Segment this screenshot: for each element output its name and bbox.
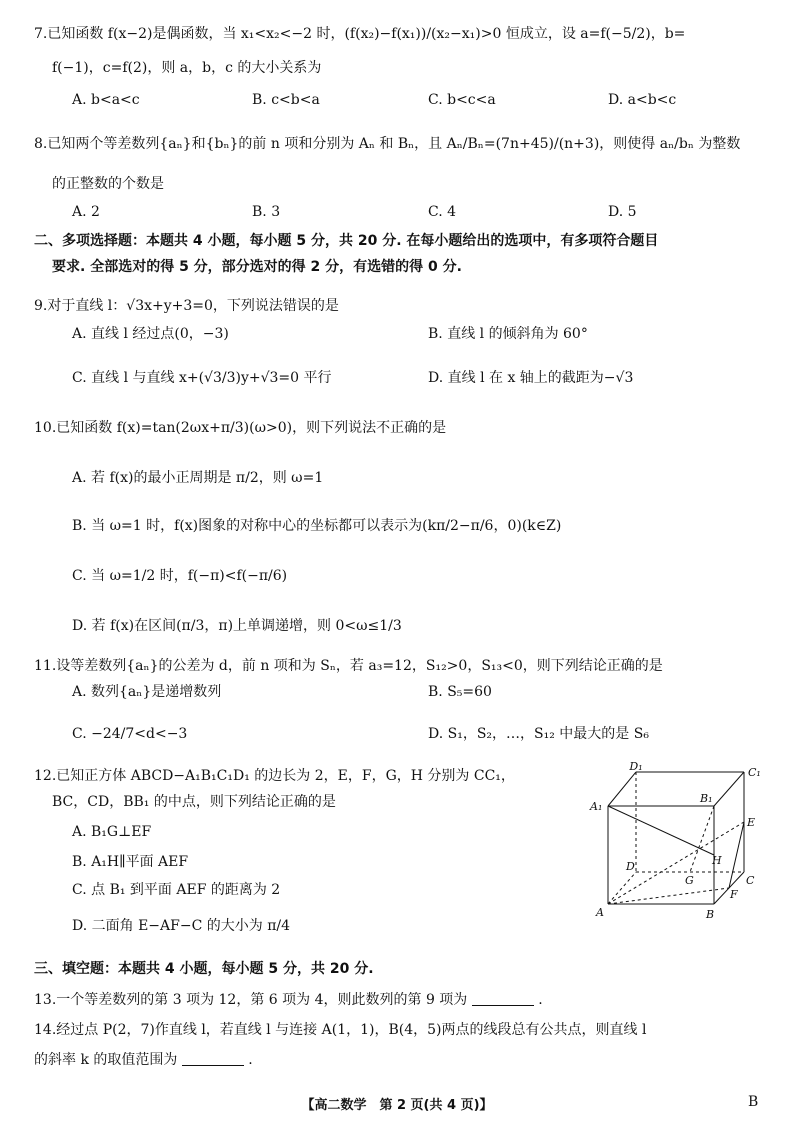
question-7-option-a: A. b<a<c — [72, 92, 140, 108]
question-9-option-c: C. 直线 l 与直线 x+(√3/3)y+√3=0 平行 — [72, 370, 332, 386]
question-11 — [34, 656, 764, 746]
label-c: C — [746, 874, 755, 887]
segment-b1-g-hidden — [690, 806, 714, 872]
question-12-option-d: D. 二面角 E−AF−C 的大小为 π/4 — [72, 918, 291, 934]
answer-blank-13[interactable] — [472, 991, 534, 1006]
question-12-stem: 12.已知正方体 ABCD−A₁B₁C₁D₁ 的边长为 2，E，F，G，H 分别为 CC₁， — [34, 768, 515, 784]
label-a: A — [596, 906, 604, 919]
question-9 — [34, 296, 764, 396]
question-7-stem-continued: f(−1)，c=f(2)，则 a，b，c 的大小关系为 — [52, 60, 322, 76]
label-e: E — [747, 816, 756, 829]
cube-figure — [588, 762, 768, 922]
question-13-stem: 13.一个等差数列的第 3 项为 12，第 6 项为 4，则此数列的第 9 项为 — [34, 992, 468, 1008]
question-11-option-d: D. S₁，S₂，…，S₁₂ 中最大的是 S₆ — [428, 726, 649, 742]
question-7 — [34, 24, 764, 116]
section-3-line-1: 三、填空题：本题共 4 小题，每小题 5 分，共 20 分. — [34, 961, 374, 977]
question-8 — [34, 134, 764, 224]
question-14-stem-continued: 的斜率 k 的取值范围为 — [34, 1052, 178, 1068]
edge-a-d-hidden — [608, 872, 636, 904]
question-8-option-c: C. 4 — [428, 204, 457, 220]
label-b: B — [706, 908, 715, 921]
label-b1: B₁ — [700, 792, 713, 805]
section-2-line-1: 二、多项选择题：本题共 4 小题，每小题 5 分，共 20 分. 在每小题给出的选项中，有多项符合题目 — [34, 233, 659, 249]
question-12-option-b: B. A₁H∥平面 AEF — [72, 854, 189, 870]
section-2-line-2: 要求. 全部选对的得 5 分，部分选对的得 2 分，有选错的得 0 分. — [52, 259, 462, 275]
question-12-stem-continued: BC，CD，BB₁ 的中点，则下列结论正确的是 — [52, 794, 336, 810]
question-14-line-2 — [34, 1050, 253, 1070]
question-8-option-a: A. 2 — [72, 204, 100, 220]
label-c1: C₁ — [748, 766, 761, 779]
question-11-option-a: A. 数列{aₙ}是递增数列 — [72, 684, 222, 700]
question-7-option-c: C. b<c<a — [428, 92, 496, 108]
segment-e-f — [729, 822, 744, 888]
question-8-stem-continued: 的正整数的个数是 — [52, 176, 164, 192]
question-10-option-c: C. 当 ω=1/2 时，f(−π)<f(−π/6) — [72, 568, 288, 584]
question-9-stem: 9.对于直线 l：√3x+y+3=0，下列说法错误的是 — [34, 298, 339, 314]
question-10-option-d: D. 若 f(x)在区间(π/3，π)上单调递增，则 0<ω≤1/3 — [72, 618, 402, 634]
question-10 — [34, 418, 764, 648]
question-8-option-b: B. 3 — [252, 204, 281, 220]
question-9-option-b: B. 直线 l 的倾斜角为 60° — [428, 326, 588, 342]
section-heading-fill-in — [34, 956, 764, 982]
label-a1: A₁ — [590, 800, 603, 813]
question-13 — [34, 990, 764, 1012]
question-13-period: . — [538, 992, 543, 1008]
segment-a1-h — [608, 806, 714, 855]
question-10-stem: 10.已知函数 f(x)=tan(2ωx+π/3)(ω>0)，则下列说法不正确的是 — [34, 420, 447, 436]
question-11-stem: 11.设等差数列{aₙ}的公差为 d，前 n 项和为 Sₙ，若 a₃=12，S₁₂>0，S₁₃<0，则下列结论正确的是 — [34, 658, 663, 674]
question-8-option-d: D. 5 — [608, 204, 637, 220]
question-8-stem: 8.已知两个等差数列{aₙ}和{bₙ}的前 n 项和分别为 Aₙ 和 Bₙ，且 Aₙ/Bₙ=(7n+45)/(n+3)，则使得 aₙ/bₙ 为整数 — [34, 136, 741, 152]
paper-version: B — [748, 1094, 759, 1110]
question-7-option-b: B. c<b<a — [252, 92, 320, 108]
question-12-option-c: C. 点 B₁ 到平面 AEF 的距离为 2 — [72, 882, 281, 898]
label-g: G — [685, 874, 694, 887]
question-11-option-c: C. −24/7<d<−3 — [72, 726, 188, 742]
question-12-option-a: A. B₁G⊥EF — [72, 824, 152, 840]
edge-a1-d1 — [608, 772, 636, 806]
label-d1: D₁ — [629, 762, 643, 773]
label-h: H — [712, 854, 722, 867]
question-14 — [34, 1020, 764, 1076]
answer-blank-14[interactable] — [182, 1051, 244, 1066]
question-9-option-d: D. 直线 l 在 x 轴上的截距为−√3 — [428, 370, 634, 386]
segment-a-f-hidden — [608, 888, 729, 904]
question-13-line — [34, 990, 543, 1010]
question-10-option-a: A. 若 f(x)的最小正周期是 π/2，则 ω=1 — [72, 470, 324, 486]
section-heading-multiple-choice — [34, 228, 764, 280]
question-14-stem: 14.经过点 P(2，7)作直线 l，若直线 l 与连接 A(1，1)，B(4，5)两点的线段总有公共点，则直线 l — [34, 1022, 647, 1038]
page-footer: 【高二数学 第 2 页(共 4 页)】 — [301, 1098, 493, 1113]
question-14-period: . — [248, 1052, 253, 1068]
label-d: D — [626, 860, 635, 873]
question-7-option-d: D. a<b<c — [608, 92, 677, 108]
question-10-option-b: B. 当 ω=1 时，f(x)图象的对称中心的坐标都可以表示为(kπ/2−π/6，0)(k∈Z) — [72, 518, 562, 534]
question-9-option-a: A. 直线 l 经过点(0，−3) — [72, 326, 229, 342]
question-7-stem: 7.已知函数 f(x−2)是偶函数，当 x₁<x₂<−2 时，(f(x₂)−f(x₁))/(x₂−x₁)>0 恒成立，设 a=f(−5/2)，b= — [34, 26, 686, 42]
label-f: F — [730, 888, 738, 901]
edge-b1-c1 — [714, 772, 744, 806]
question-11-option-b: B. S₅=60 — [428, 684, 492, 700]
